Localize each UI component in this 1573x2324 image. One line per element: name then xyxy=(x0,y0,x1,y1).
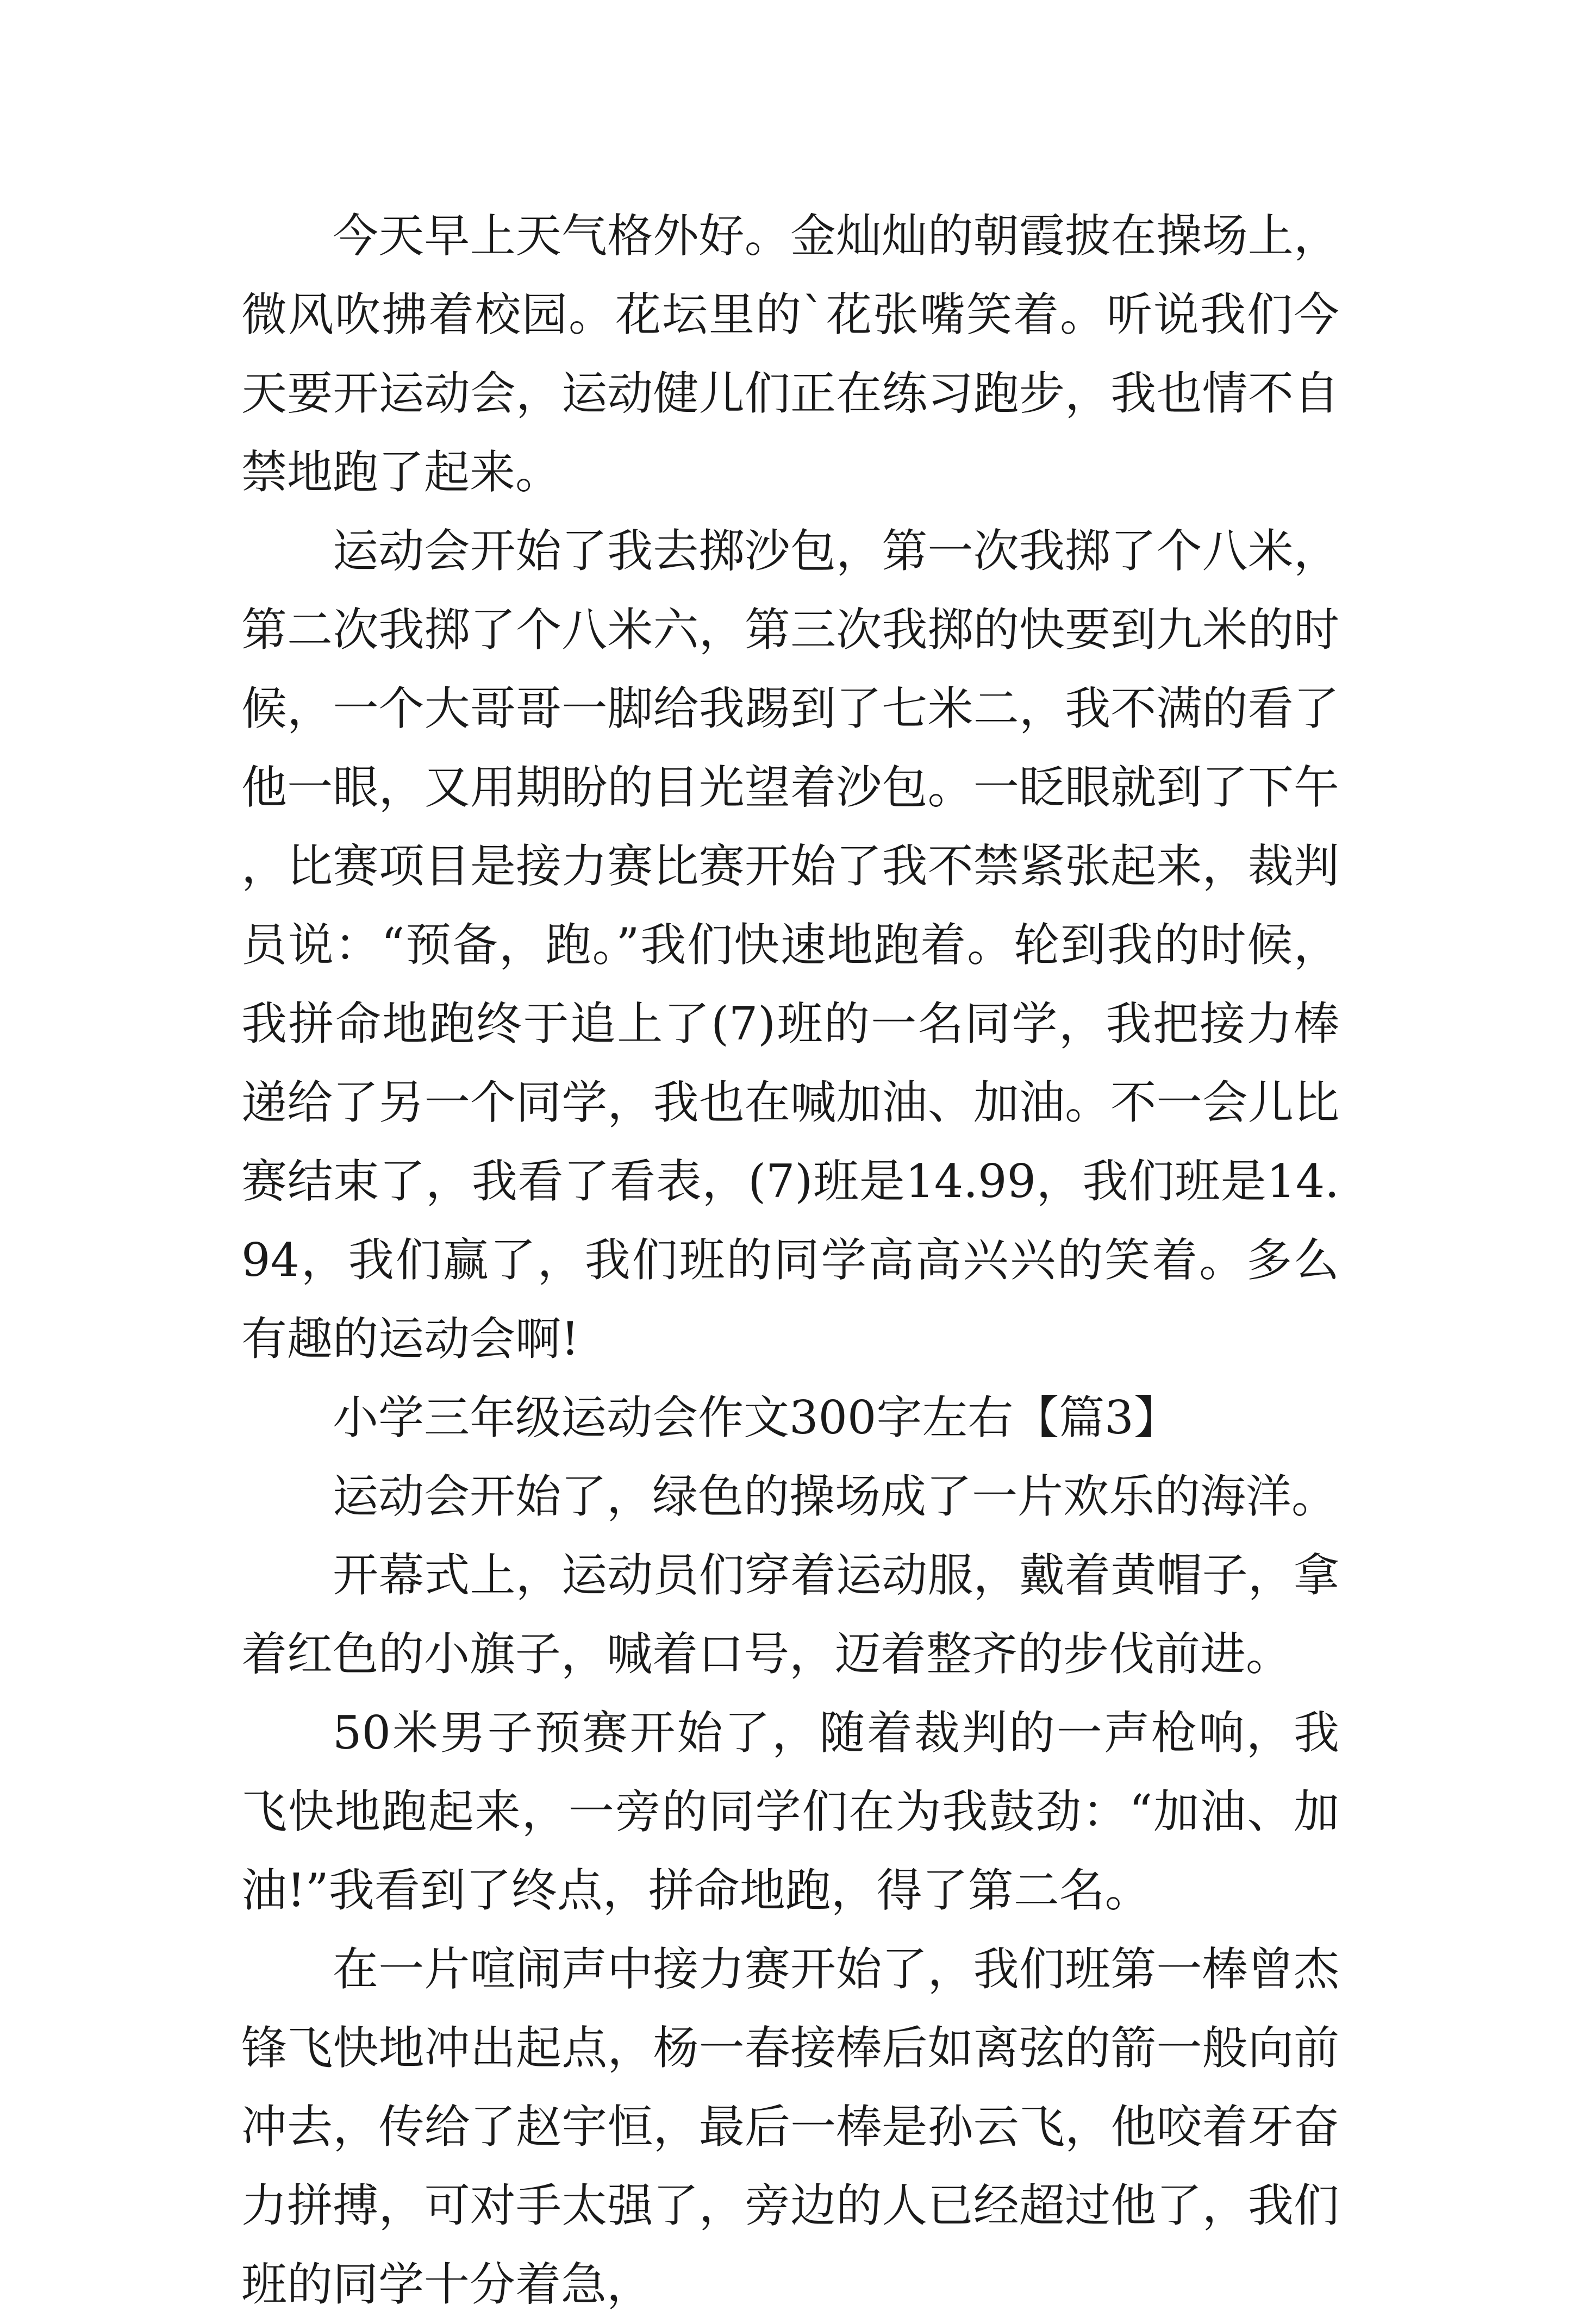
paragraph-sandbag-relay: 运动会开始了我去掷沙包，第一次我掷了个八米，第二次我掷了个八米六，第三次我掷的快要到九米的时候，一个大哥哥一脚给我踢到了七米二，我不满的看了他一眼，又用期盼的目光望着沙包。一眨眼就到了下午，比赛项目是接力赛比赛开始了我不禁紧张起来，裁判员说：“预备，跑。”我们快速地跑着。轮到我的时候，我拼命地跑终于追上了(7)班的一名同学，我把接力棒递给了另一个同学，我也在喊加油、加油。不一会儿比赛结束了，我看了看表，(7)班是14.99，我们班是14.94，我们赢了，我们班的同学高高兴兴的笑着。多么有趣的运动会啊! xyxy=(241,524,1339,1365)
paragraph-relay-race: 在一片喧闹声中接力赛开始了，我们班第一棒曾杰锋飞快地冲出起点，杨一春接棒后如离弦的箭一般向前冲去，传给了赵宇恒，最后一棒是孙云飞，他咬着牙奋力拼搏，可对手太强了，旁边的人已经超过他了，我们班的同学十分着急， xyxy=(241,1943,1339,2311)
paragraph-opening: 运动会开始了，绿色的操场成了一片欢乐的海洋。 xyxy=(333,1470,1338,1523)
paragraph-ceremony: 开幕式上，运动员们穿着运动服，戴着黄帽子，拿着红色的小旗子，喊着口号，迈着整齐的步伐前进。 xyxy=(241,1549,1339,1681)
document-body xyxy=(241,197,1339,2324)
paragraph-50m-race: 50米男子预赛开始了，随着裁判的一声枪响，我飞快地跑起来，一旁的同学们在为我鼓劲：“加油、加油!”我看到了终点，拼命地跑，得了第二名。 xyxy=(241,1706,1339,1917)
section-title: 小学三年级运动会作文300字左右【篇3】 xyxy=(333,1391,1179,1444)
paragraph-morning: 今天早上天气格外好。金灿灿的朝霞披在操场上，微风吹拂着校园。花坛里的`花张嘴笑着。听说我们今天要开运动会，运动健儿们正在练习跑步，我也情不自禁地跑了起来。 xyxy=(241,209,1339,499)
